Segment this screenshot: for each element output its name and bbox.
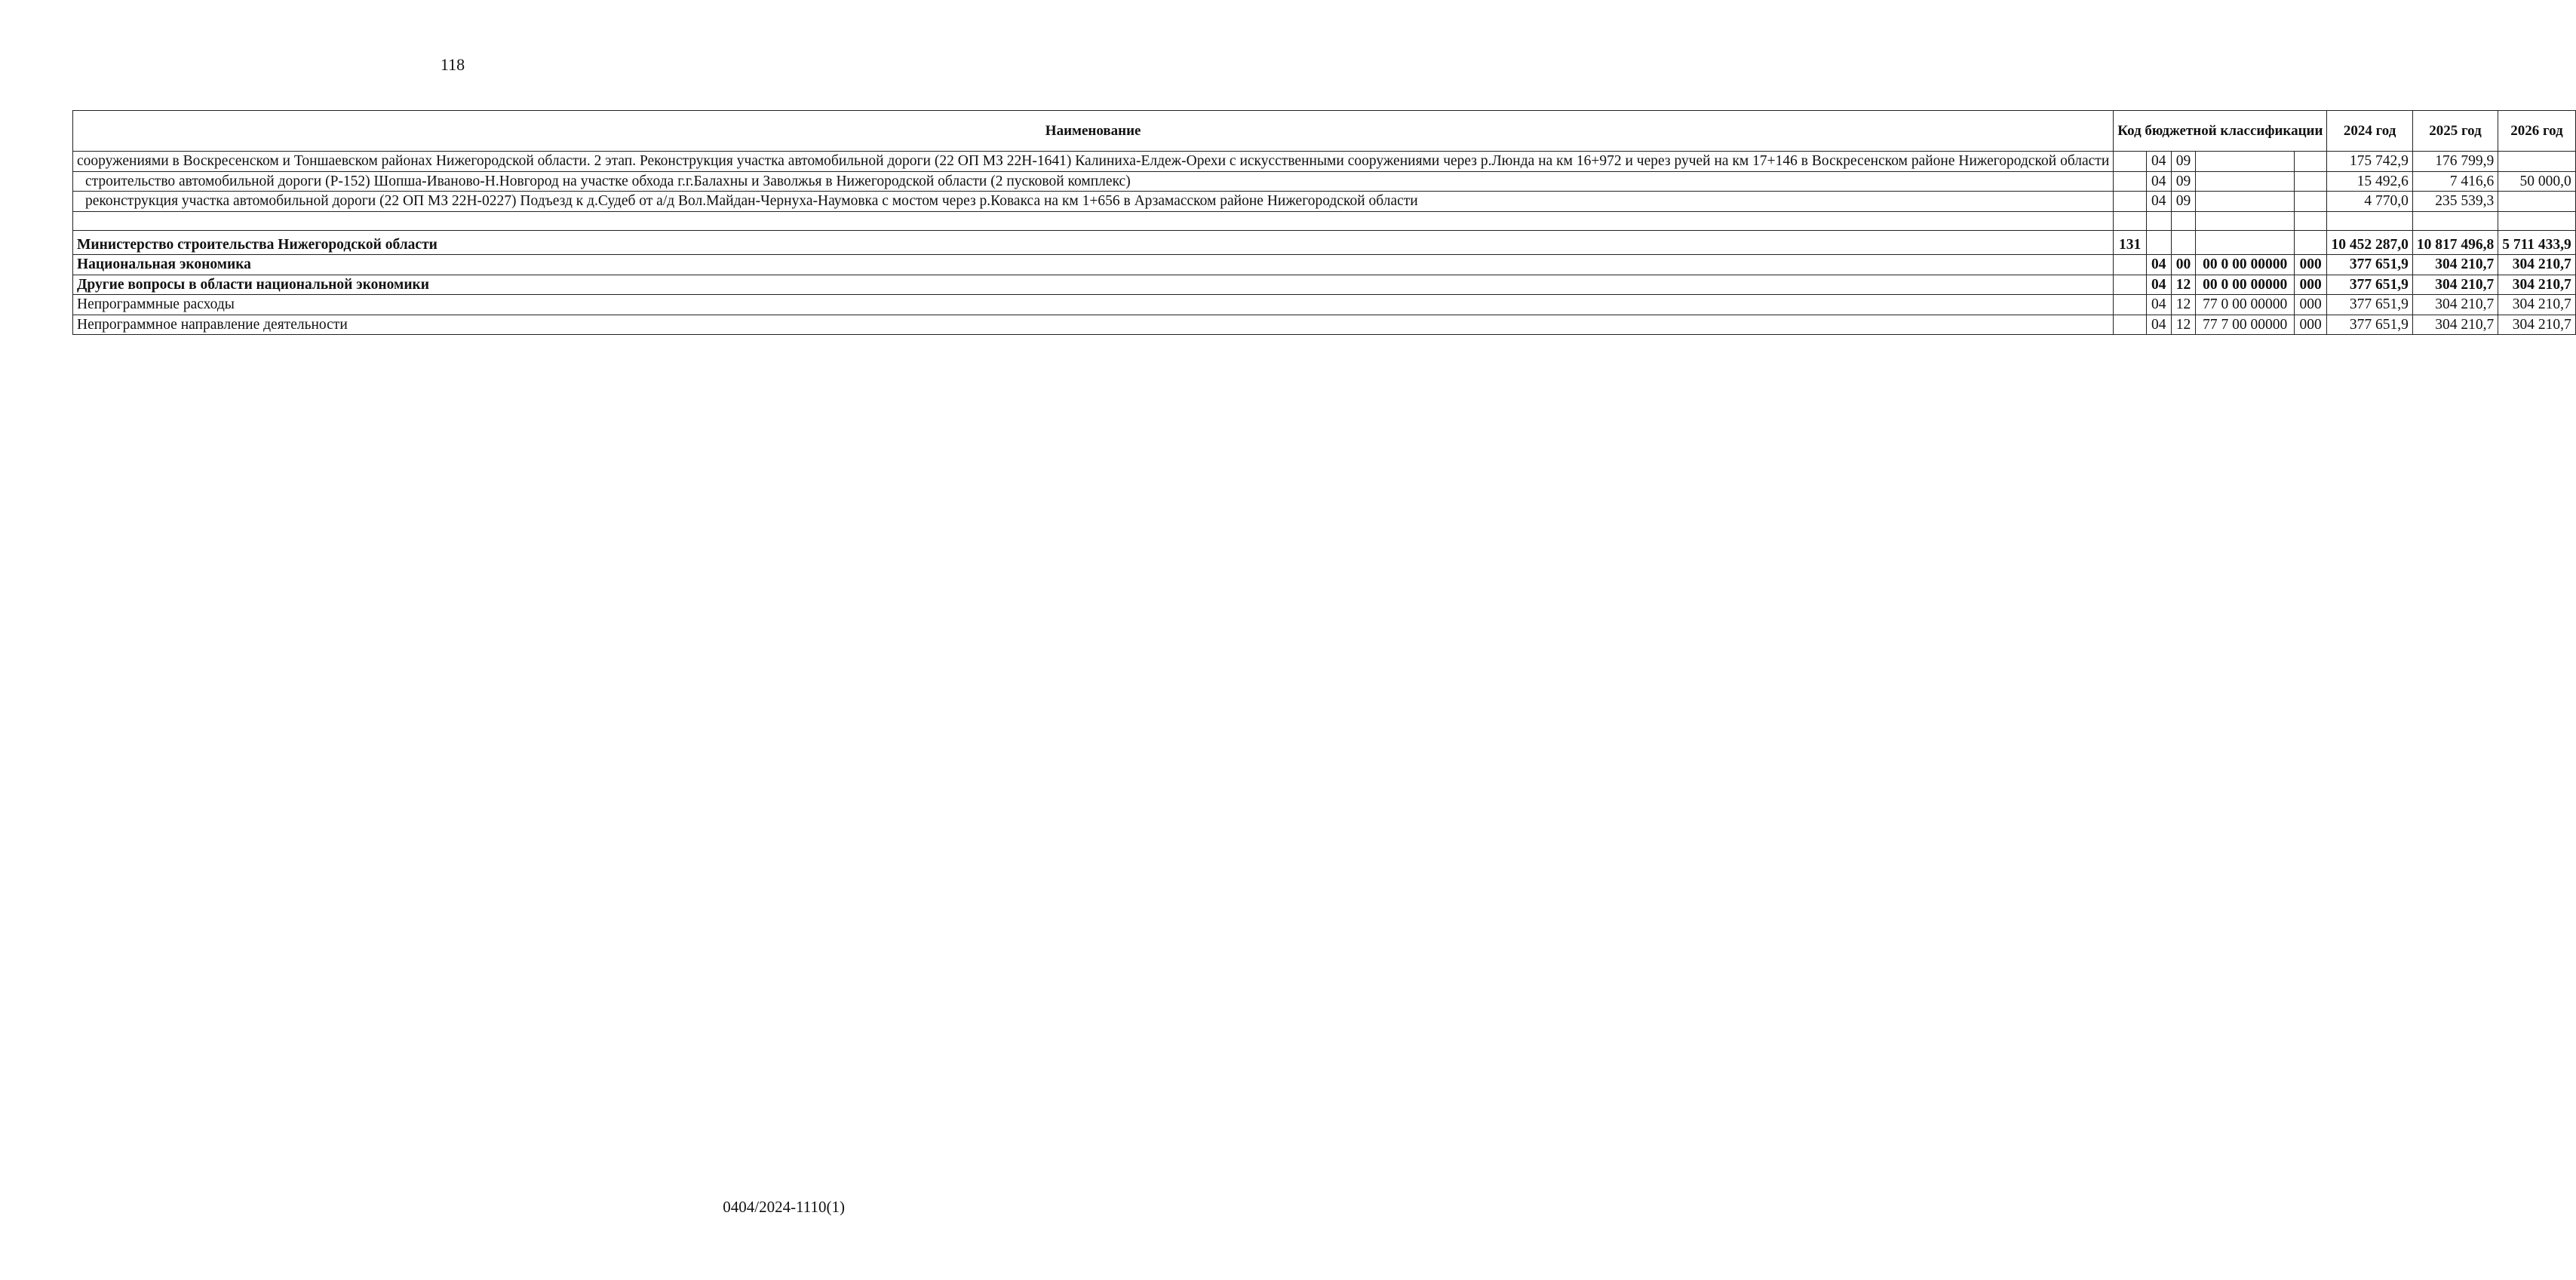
- row-vr: [2294, 171, 2327, 192]
- row-pr: 09: [2171, 152, 2196, 172]
- row-ved: [2114, 295, 2147, 315]
- row-2025: 176 799,9: [2412, 152, 2498, 172]
- table-row: [73, 275, 2576, 295]
- row-2024: 377 651,9: [2327, 315, 2412, 335]
- row-2024: 377 651,9: [2327, 295, 2412, 315]
- row-2026: 5 711 433,9: [2498, 230, 2576, 255]
- table-row: [73, 152, 2576, 172]
- row-pr: 12: [2171, 315, 2196, 335]
- row-rz: 04: [2146, 192, 2171, 212]
- table-row: [73, 295, 2576, 315]
- row-ved: 131: [2114, 230, 2147, 255]
- table-row: [73, 192, 2576, 212]
- header-2026: 2026 год: [2498, 111, 2576, 152]
- row-2026: 304 210,7: [2498, 275, 2576, 295]
- row-rz: 04: [2146, 315, 2171, 335]
- empty-row: [73, 211, 2576, 230]
- row-2026: 304 210,7: [2498, 315, 2576, 335]
- row-2025: 235 539,3: [2412, 192, 2498, 212]
- header-name: Наименование: [73, 111, 2114, 152]
- row-vr: 000: [2294, 315, 2327, 335]
- row-ved: [2114, 152, 2147, 172]
- row-2026: [2498, 152, 2576, 172]
- row-2024: 4 770,0: [2327, 192, 2412, 212]
- row-name: Непрограммное направление деятельности: [73, 315, 2114, 335]
- row-ved: [2114, 255, 2147, 275]
- row-ved: [2114, 171, 2147, 192]
- row-2025: 10 817 496,8: [2412, 230, 2498, 255]
- row-csr: 77 7 00 00000: [2196, 315, 2294, 335]
- table-row: [73, 315, 2576, 335]
- row-2024: 175 742,9: [2327, 152, 2412, 172]
- row-name: Другие вопросы в области национальной экономики: [73, 275, 2114, 295]
- row-vr: 000: [2294, 295, 2327, 315]
- header-code: Код бюджетной классификации: [2114, 111, 2327, 152]
- row-pr: 09: [2171, 171, 2196, 192]
- row-2025: 304 210,7: [2412, 315, 2498, 335]
- table-header-row: [73, 111, 2576, 152]
- row-rz: 04: [2146, 255, 2171, 275]
- row-name: Национальная экономика: [73, 255, 2114, 275]
- row-csr: [2196, 192, 2294, 212]
- header-2025: 2025 год: [2412, 111, 2498, 152]
- row-name: Непрограммные расходы: [73, 295, 2114, 315]
- row-pr: [2171, 230, 2196, 255]
- row-pr: 12: [2171, 295, 2196, 315]
- row-2024: 10 452 287,0: [2327, 230, 2412, 255]
- row-csr: 77 0 00 00000: [2196, 295, 2294, 315]
- header-2024: 2024 год: [2327, 111, 2412, 152]
- row-pr: 00: [2171, 255, 2196, 275]
- row-2024: 377 651,9: [2327, 275, 2412, 295]
- row-2026: 50 000,0: [2498, 171, 2576, 192]
- table-row: [73, 255, 2576, 275]
- row-2025: 7 416,6: [2412, 171, 2498, 192]
- table-row: [73, 230, 2576, 255]
- row-vr: [2294, 230, 2327, 255]
- row-rz: [2146, 230, 2171, 255]
- row-2025: 304 210,7: [2412, 255, 2498, 275]
- row-name: строительство автомобильной дороги (Р-152) Шопша-Иваново-Н.Новгород на участке обхода г.г.Балахны и Заволжья в Нижегородской области (2 пусковой комплекс): [73, 171, 2114, 192]
- row-vr: 000: [2294, 275, 2327, 295]
- row-ved: [2114, 192, 2147, 212]
- row-rz: 04: [2146, 152, 2171, 172]
- row-name: Министерство строительства Нижегородской области: [73, 230, 2114, 255]
- row-csr: [2196, 230, 2294, 255]
- row-2026: 304 210,7: [2498, 295, 2576, 315]
- row-rz: 04: [2146, 295, 2171, 315]
- row-ved: [2114, 315, 2147, 335]
- row-2024: 377 651,9: [2327, 255, 2412, 275]
- row-csr: 00 0 00 00000: [2196, 275, 2294, 295]
- budget-table: [72, 110, 2576, 335]
- row-name: сооружениями в Воскресенском и Тоншаевском районах Нижегородской области. 2 этап. Реконструкция участка автомобильной дороги (22 ОП МЗ 22Н-1641) Калиниха-Елдеж-Орехи с искусственными сооружениями через р.Люнда на км 16+972 и через ручей на км 17+146 в Воскресенском районе Нижегородской области: [73, 152, 2114, 172]
- row-csr: [2196, 171, 2294, 192]
- row-2026: [2498, 192, 2576, 212]
- row-2026: 304 210,7: [2498, 255, 2576, 275]
- row-pr: 12: [2171, 275, 2196, 295]
- page-number: 118: [440, 55, 465, 74]
- row-vr: 000: [2294, 255, 2327, 275]
- document-code: 0404/2024-1110(1): [723, 1198, 845, 1216]
- row-2025: 304 210,7: [2412, 295, 2498, 315]
- row-name: реконструкция участка автомобильной дороги (22 ОП МЗ 22Н-0227) Подъезд к д.Судеб от а/д Вол.Майдан-Чернуха-Наумовка с мостом через р.Ковакса на км 1+656 в Арзамасском районе Нижегородской области: [73, 192, 2114, 212]
- row-2025: 304 210,7: [2412, 275, 2498, 295]
- row-ved: [2114, 275, 2147, 295]
- row-rz: 04: [2146, 171, 2171, 192]
- table-row: [73, 171, 2576, 192]
- row-2024: 15 492,6: [2327, 171, 2412, 192]
- row-vr: [2294, 152, 2327, 172]
- row-csr: [2196, 152, 2294, 172]
- row-rz: 04: [2146, 275, 2171, 295]
- row-vr: [2294, 192, 2327, 212]
- row-csr: 00 0 00 00000: [2196, 255, 2294, 275]
- row-pr: 09: [2171, 192, 2196, 212]
